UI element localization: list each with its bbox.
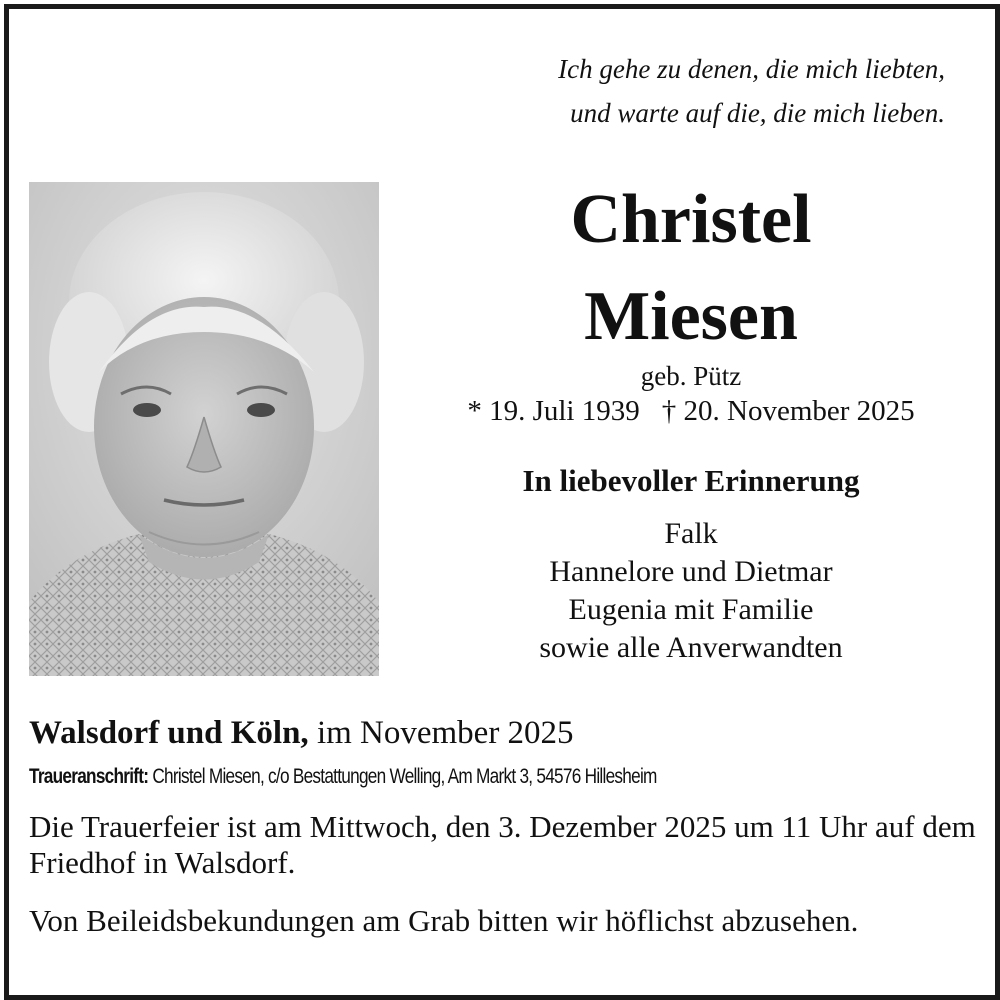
condolence-text: Von Beileidsbekundungen am Grab bitten wir höflichst abzusehen. — [29, 903, 859, 938]
born-name: geb. Pütz — [640, 361, 742, 391]
memory-heading: In liebevoller Erinnerung — [522, 463, 860, 498]
memorial-quote — [445, 47, 945, 135]
first-name: Christel — [570, 181, 812, 258]
portrait-photo — [29, 182, 379, 676]
birth-date: * 19. Juli 1939 — [467, 395, 640, 427]
last-name: Miesen — [584, 278, 798, 355]
obituary-notice — [4, 4, 1000, 1000]
quote-line-2: und warte auf die, die mich lieben. — [570, 98, 945, 128]
mourner-name: Hannelore und Dietmar — [549, 555, 833, 588]
mourning-address — [29, 764, 657, 790]
place-and-date — [29, 713, 574, 753]
address-text: Christel Miesen, c/o Bestattungen Welling, Am Markt 3, 54576 Hillesheim — [152, 765, 657, 788]
deceased-name — [401, 171, 981, 365]
mourners-list — [401, 515, 981, 667]
death-date: † 20. November 2025 — [661, 395, 915, 427]
quote-line-1: Ich gehe zu denen, die mich liebten, — [558, 54, 945, 84]
places: Walsdorf und Köln, — [29, 715, 309, 751]
mourner-name: sowie alle Anverwandten — [539, 631, 843, 664]
notice-date: im November 2025 — [316, 715, 574, 751]
mourner-name: Falk — [664, 517, 718, 550]
mourner-name: Eugenia mit Familie — [568, 593, 814, 626]
ceremony-text: Die Trauerfeier ist am Mittwoch, den 3. Dezember 2025 um 11 Uhr auf dem Friedhof in Walsdorf. — [29, 809, 976, 880]
life-dates — [401, 395, 981, 427]
address-label: Traueranschrift: — [29, 765, 149, 788]
portrait-image — [29, 182, 379, 676]
